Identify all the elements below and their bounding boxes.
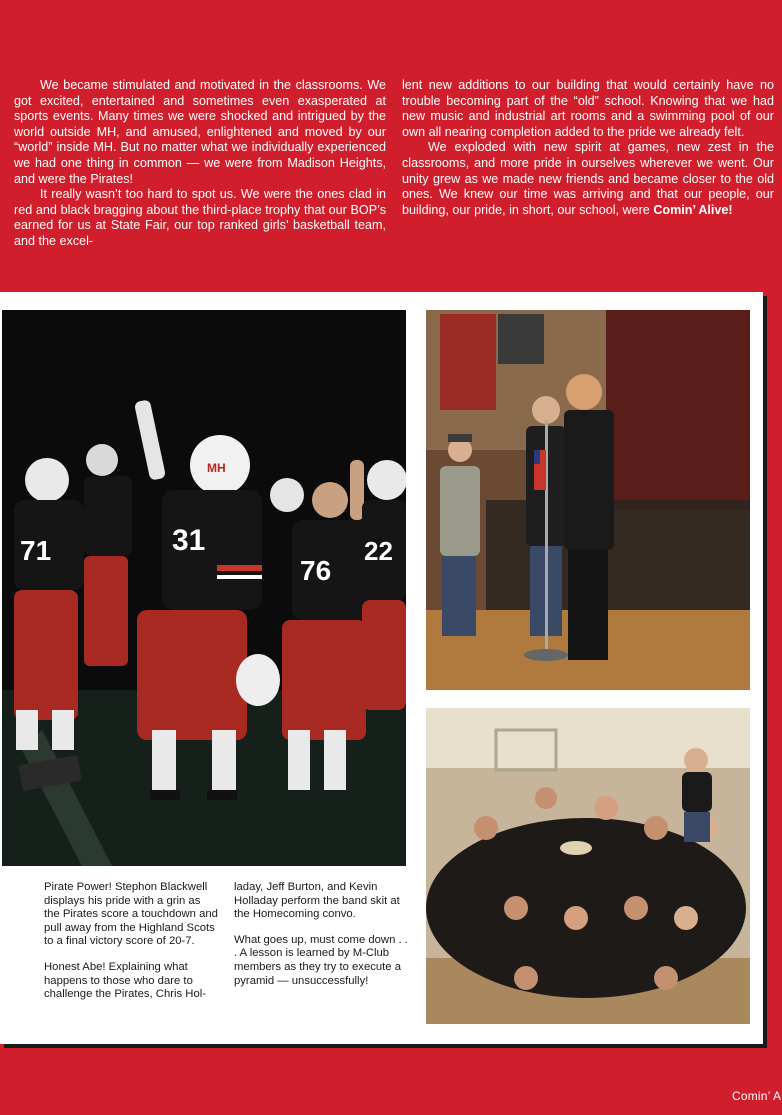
intro-paragraph-2: It really wasn’t too hard to spot us. We were the ones clad in red and black bragging about the third-place trophy that our BOP’s earned for us at State Fair, our top ranked girls’ basketball team, and the excel- bbox=[14, 187, 386, 248]
photo-panel bbox=[0, 292, 763, 1044]
caption-what-goes-up: What goes up, must come down . . . A lesson is learned by M-Club members as they try to execute a pyramid — unsuccessfully! bbox=[234, 933, 408, 987]
helmet-letter: MH bbox=[207, 461, 226, 475]
jersey-number-2: 31 bbox=[172, 524, 206, 557]
convo-photo bbox=[426, 310, 750, 690]
jersey-number-4: 22 bbox=[364, 536, 393, 566]
intro-paragraph-4 bbox=[402, 140, 774, 218]
football-photo-art bbox=[2, 310, 406, 866]
intro-paragraph-1: We became stimulated and motivated in the classrooms. We got excited, entertained and sometimes even exasperated at sports events. Many times we were shocked and intrigued by the world outside MH, and amused, enlightened and moved by our “world” inside MH. But no matter what we individually experienced we had one thing in common — we were from Madison Heights, and were the Pirates! bbox=[14, 78, 386, 186]
captions-right-column bbox=[234, 881, 408, 1014]
convo-photo-art bbox=[426, 310, 750, 690]
caption-honest-abe: Honest Abe! Explaining what happens to those who dare to challenge the Pirates, Chris Hol- bbox=[44, 960, 206, 1001]
caption-pirate-power: Pirate Power! Stephon Blackwell displays his pride with a grin as the Pirates score a touchdown and pull away from the Highland Scots to a final victory score of 20-7. bbox=[44, 881, 218, 948]
running-title: Comin’ A bbox=[732, 1089, 782, 1103]
intro-paragraph-3: lent new additions to our building that would certainly have no trouble becoming part of the “old” school. Knowing that we had new music and industrial art rooms and a swimming pool of our own all nearing completion added to the pride we already felt. bbox=[402, 78, 774, 139]
comin-alive-emphasis: Comin’ Alive! bbox=[653, 202, 733, 217]
jersey-number-1: 71 bbox=[20, 535, 52, 566]
captions-left-column bbox=[44, 881, 218, 1014]
pyramid-photo bbox=[426, 708, 750, 1024]
caption-honest-abe-continued: laday, Jeff Burton, and Kevin Holladay perform the band skit at the Homecoming convo. bbox=[234, 881, 400, 921]
intro-right-column bbox=[402, 78, 774, 250]
intro-paragraph-4-text: We exploded with new spirit at games, new zest in the classrooms, and more pride in ourselves wherever we went. Our unity grew as we made new friends and became closer to the old ones. We knew our time was arriving and that our people, our building, our pride, in short, our school, were bbox=[402, 140, 774, 217]
photo-captions bbox=[44, 881, 408, 1014]
intro-text bbox=[14, 78, 774, 250]
intro-left-column bbox=[14, 78, 386, 250]
jersey-number-3: 76 bbox=[300, 555, 332, 586]
pyramid-photo-art bbox=[426, 708, 750, 1024]
football-photo bbox=[2, 310, 406, 866]
